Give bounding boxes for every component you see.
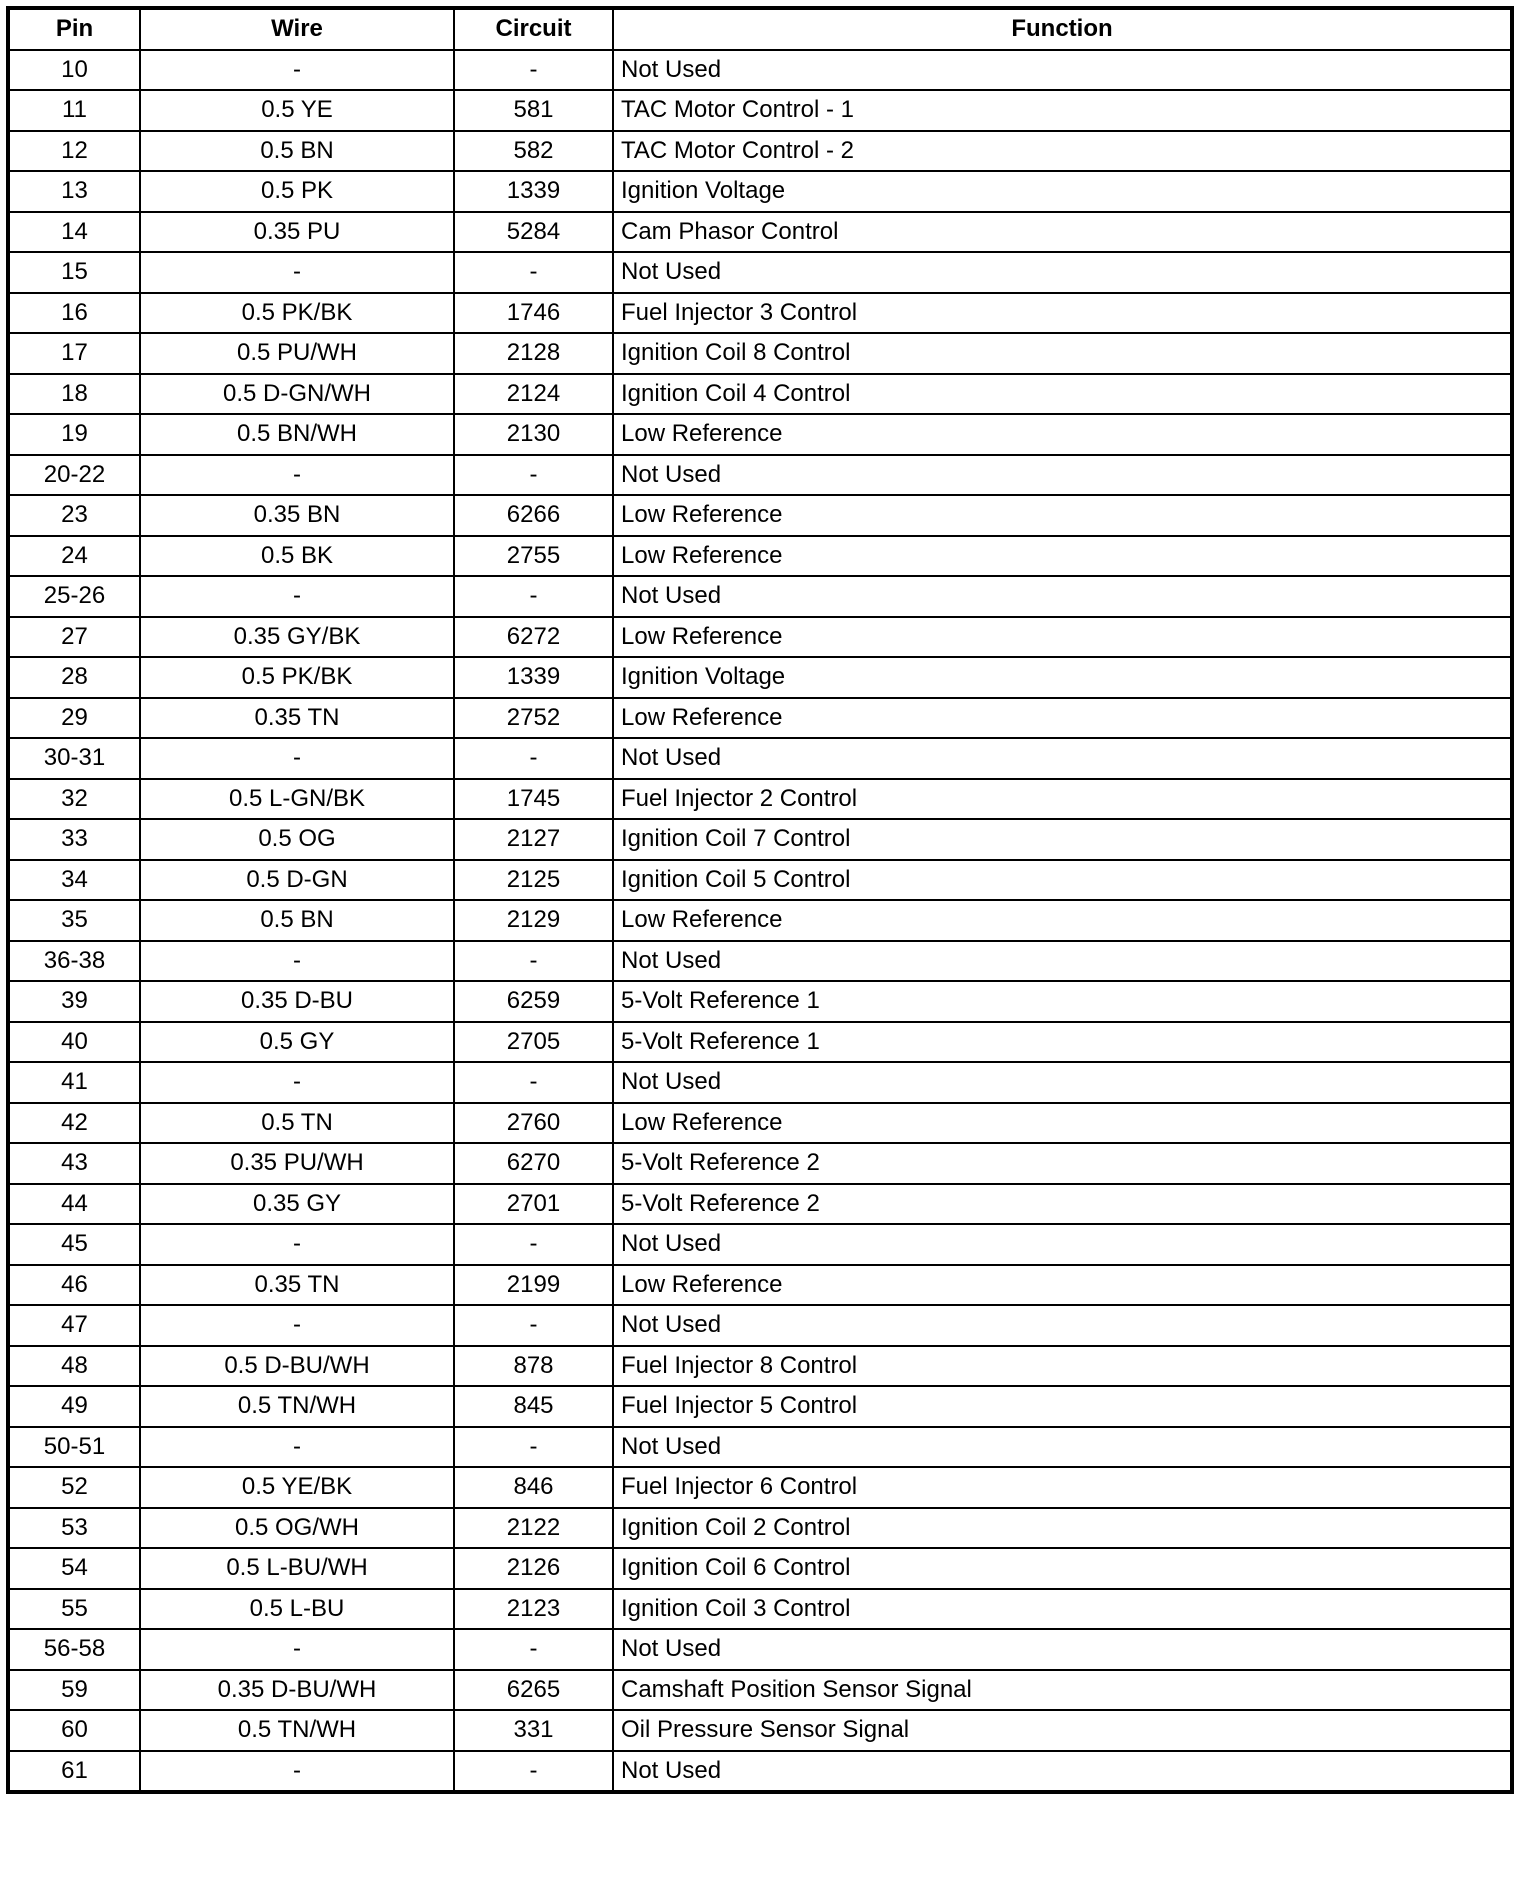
table-row	[8, 1548, 1512, 1589]
function-cell: Not Used	[613, 455, 1512, 496]
table-row	[8, 1751, 1512, 1793]
table-row	[8, 414, 1512, 455]
table-row	[8, 1670, 1512, 1711]
pin-cell: 45	[8, 1224, 140, 1265]
function-cell: Fuel Injector 8 Control	[613, 1346, 1512, 1387]
wire-cell: 0.5 TN/WH	[140, 1386, 454, 1427]
table-row	[8, 900, 1512, 941]
table-body	[8, 50, 1512, 1793]
function-cell: Ignition Coil 4 Control	[613, 374, 1512, 415]
function-cell: Ignition Coil 3 Control	[613, 1589, 1512, 1630]
function-cell: Not Used	[613, 941, 1512, 982]
table-row	[8, 1062, 1512, 1103]
table-row	[8, 50, 1512, 91]
circuit-cell: -	[454, 1062, 613, 1103]
pin-cell: 28	[8, 657, 140, 698]
wire-cell: -	[140, 1305, 454, 1346]
circuit-cell: 6270	[454, 1143, 613, 1184]
circuit-cell: 2760	[454, 1103, 613, 1144]
circuit-cell: -	[454, 455, 613, 496]
function-cell: Low Reference	[613, 900, 1512, 941]
wire-cell: -	[140, 1224, 454, 1265]
wire-cell: 0.35 D-BU	[140, 981, 454, 1022]
pin-cell: 34	[8, 860, 140, 901]
circuit-cell: 846	[454, 1467, 613, 1508]
function-cell: TAC Motor Control - 2	[613, 131, 1512, 172]
table-row	[8, 698, 1512, 739]
pin-cell: 50-51	[8, 1427, 140, 1468]
pin-cell: 19	[8, 414, 140, 455]
wire-cell: 0.5 L-GN/BK	[140, 779, 454, 820]
wire-cell: -	[140, 1751, 454, 1793]
table-header	[8, 8, 1512, 50]
function-cell: Fuel Injector 5 Control	[613, 1386, 1512, 1427]
wire-cell: 0.5 D-BU/WH	[140, 1346, 454, 1387]
wire-cell: 0.35 GY/BK	[140, 617, 454, 658]
column-header-circuit: Circuit	[454, 8, 613, 50]
function-cell: Ignition Voltage	[613, 171, 1512, 212]
function-cell: Low Reference	[613, 495, 1512, 536]
function-cell: Low Reference	[613, 414, 1512, 455]
table-row	[8, 1346, 1512, 1387]
wire-cell: 0.5 D-GN/WH	[140, 374, 454, 415]
wire-cell: 0.5 BN	[140, 131, 454, 172]
table-row	[8, 1143, 1512, 1184]
pin-cell: 59	[8, 1670, 140, 1711]
wire-cell: 0.5 GY	[140, 1022, 454, 1063]
circuit-cell: 1339	[454, 657, 613, 698]
table-row	[8, 1629, 1512, 1670]
pin-cell: 33	[8, 819, 140, 860]
pin-cell: 49	[8, 1386, 140, 1427]
table-row	[8, 819, 1512, 860]
circuit-cell: 1745	[454, 779, 613, 820]
circuit-cell: 1746	[454, 293, 613, 334]
pin-cell: 52	[8, 1467, 140, 1508]
circuit-cell: -	[454, 1224, 613, 1265]
pin-cell: 53	[8, 1508, 140, 1549]
wire-cell: 0.5 TN	[140, 1103, 454, 1144]
wire-cell: 0.5 BN/WH	[140, 414, 454, 455]
wire-cell: 0.35 BN	[140, 495, 454, 536]
pin-cell: 40	[8, 1022, 140, 1063]
circuit-cell: -	[454, 738, 613, 779]
function-cell: Oil Pressure Sensor Signal	[613, 1710, 1512, 1751]
function-cell: Low Reference	[613, 698, 1512, 739]
table-row	[8, 293, 1512, 334]
wire-cell: 0.5 TN/WH	[140, 1710, 454, 1751]
circuit-cell: -	[454, 50, 613, 91]
pin-cell: 17	[8, 333, 140, 374]
wire-cell: 0.35 PU	[140, 212, 454, 253]
table-row	[8, 1710, 1512, 1751]
circuit-cell: 2129	[454, 900, 613, 941]
circuit-cell: -	[454, 576, 613, 617]
function-cell: Not Used	[613, 1629, 1512, 1670]
pin-cell: 25-26	[8, 576, 140, 617]
pin-cell: 11	[8, 90, 140, 131]
wire-cell: 0.35 PU/WH	[140, 1143, 454, 1184]
pin-cell: 16	[8, 293, 140, 334]
pin-cell: 14	[8, 212, 140, 253]
table-row	[8, 536, 1512, 577]
pin-cell: 18	[8, 374, 140, 415]
circuit-cell: 2127	[454, 819, 613, 860]
circuit-cell: 2130	[454, 414, 613, 455]
pin-cell: 55	[8, 1589, 140, 1630]
circuit-cell: 2122	[454, 1508, 613, 1549]
table-row	[8, 779, 1512, 820]
pin-cell: 48	[8, 1346, 140, 1387]
table-row	[8, 1103, 1512, 1144]
table-row	[8, 495, 1512, 536]
pin-cell: 56-58	[8, 1629, 140, 1670]
pin-cell: 10	[8, 50, 140, 91]
column-header-function: Function	[613, 8, 1512, 50]
circuit-cell: -	[454, 1305, 613, 1346]
pin-cell: 36-38	[8, 941, 140, 982]
pin-cell: 20-22	[8, 455, 140, 496]
table-row	[8, 1467, 1512, 1508]
function-cell: Low Reference	[613, 1103, 1512, 1144]
table-row	[8, 1022, 1512, 1063]
column-header-wire: Wire	[140, 8, 454, 50]
pin-cell: 29	[8, 698, 140, 739]
wire-cell: 0.5 OG	[140, 819, 454, 860]
pin-cell: 54	[8, 1548, 140, 1589]
table-row	[8, 333, 1512, 374]
pin-cell: 32	[8, 779, 140, 820]
function-cell: Not Used	[613, 1751, 1512, 1793]
wire-cell: 0.5 OG/WH	[140, 1508, 454, 1549]
pin-cell: 61	[8, 1751, 140, 1793]
wire-cell: -	[140, 576, 454, 617]
wire-cell: 0.5 BN	[140, 900, 454, 941]
wire-cell: -	[140, 941, 454, 982]
table-row	[8, 657, 1512, 698]
pin-cell: 15	[8, 252, 140, 293]
function-cell: Not Used	[613, 1062, 1512, 1103]
function-cell: Not Used	[613, 1224, 1512, 1265]
wire-cell: -	[140, 1062, 454, 1103]
function-cell: 5-Volt Reference 1	[613, 981, 1512, 1022]
circuit-cell: -	[454, 941, 613, 982]
wire-cell: 0.5 YE	[140, 90, 454, 131]
function-cell: Ignition Coil 5 Control	[613, 860, 1512, 901]
circuit-cell: 581	[454, 90, 613, 131]
circuit-cell: 2705	[454, 1022, 613, 1063]
pin-cell: 46	[8, 1265, 140, 1306]
function-cell: Low Reference	[613, 1265, 1512, 1306]
table-row	[8, 171, 1512, 212]
circuit-cell: 1339	[454, 171, 613, 212]
wire-cell: -	[140, 1427, 454, 1468]
pin-cell: 44	[8, 1184, 140, 1225]
table-row	[8, 1224, 1512, 1265]
wire-cell: 0.35 GY	[140, 1184, 454, 1225]
circuit-cell: 2128	[454, 333, 613, 374]
circuit-cell: -	[454, 1751, 613, 1793]
circuit-cell: 6266	[454, 495, 613, 536]
circuit-cell: 2124	[454, 374, 613, 415]
wire-cell: -	[140, 455, 454, 496]
function-cell: Not Used	[613, 1305, 1512, 1346]
circuit-cell: 2126	[454, 1548, 613, 1589]
function-cell: TAC Motor Control - 1	[613, 90, 1512, 131]
circuit-cell: 6265	[454, 1670, 613, 1711]
table-row	[8, 576, 1512, 617]
function-cell: Camshaft Position Sensor Signal	[613, 1670, 1512, 1711]
wire-cell: -	[140, 252, 454, 293]
circuit-cell: 2752	[454, 698, 613, 739]
table-row	[8, 617, 1512, 658]
table-row	[8, 1589, 1512, 1630]
wire-cell: 0.5 PK/BK	[140, 293, 454, 334]
pin-cell: 35	[8, 900, 140, 941]
circuit-cell: 6272	[454, 617, 613, 658]
function-cell: Not Used	[613, 1427, 1512, 1468]
function-cell: Ignition Coil 7 Control	[613, 819, 1512, 860]
pin-cell: 43	[8, 1143, 140, 1184]
function-cell: Cam Phasor Control	[613, 212, 1512, 253]
pin-cell: 13	[8, 171, 140, 212]
circuit-cell: 2701	[454, 1184, 613, 1225]
pin-cell: 27	[8, 617, 140, 658]
circuit-cell: 582	[454, 131, 613, 172]
wire-cell: -	[140, 50, 454, 91]
wire-cell: 0.5 PU/WH	[140, 333, 454, 374]
circuit-cell: 2755	[454, 536, 613, 577]
circuit-cell: -	[454, 1629, 613, 1670]
wire-cell: -	[140, 1629, 454, 1670]
function-cell: Not Used	[613, 50, 1512, 91]
table-row	[8, 941, 1512, 982]
pin-cell: 60	[8, 1710, 140, 1751]
function-cell: Low Reference	[613, 617, 1512, 658]
circuit-cell: 2123	[454, 1589, 613, 1630]
wire-cell: 0.5 PK/BK	[140, 657, 454, 698]
table-row	[8, 131, 1512, 172]
wire-cell: 0.35 D-BU/WH	[140, 1670, 454, 1711]
column-header-pin: Pin	[8, 8, 140, 50]
pin-cell: 41	[8, 1062, 140, 1103]
circuit-cell: 5284	[454, 212, 613, 253]
wire-cell: 0.35 TN	[140, 1265, 454, 1306]
function-cell: Fuel Injector 3 Control	[613, 293, 1512, 334]
pin-cell: 12	[8, 131, 140, 172]
circuit-cell: 878	[454, 1346, 613, 1387]
pin-cell: 47	[8, 1305, 140, 1346]
wire-cell: 0.5 BK	[140, 536, 454, 577]
table-row	[8, 212, 1512, 253]
function-cell: Not Used	[613, 576, 1512, 617]
function-cell: Not Used	[613, 252, 1512, 293]
circuit-cell: 845	[454, 1386, 613, 1427]
pin-cell: 24	[8, 536, 140, 577]
table-row	[8, 1386, 1512, 1427]
pin-cell: 42	[8, 1103, 140, 1144]
table-row	[8, 90, 1512, 131]
table-row	[8, 738, 1512, 779]
table-row	[8, 252, 1512, 293]
table-row	[8, 1184, 1512, 1225]
wire-cell: 0.5 PK	[140, 171, 454, 212]
circuit-cell: 2125	[454, 860, 613, 901]
table-row	[8, 1427, 1512, 1468]
pin-cell: 39	[8, 981, 140, 1022]
function-cell: 5-Volt Reference 2	[613, 1143, 1512, 1184]
table-row	[8, 374, 1512, 415]
function-cell: 5-Volt Reference 2	[613, 1184, 1512, 1225]
circuit-cell: -	[454, 1427, 613, 1468]
pin-cell: 30-31	[8, 738, 140, 779]
wire-cell: 0.35 TN	[140, 698, 454, 739]
circuit-cell: -	[454, 252, 613, 293]
function-cell: Low Reference	[613, 536, 1512, 577]
pin-cell: 23	[8, 495, 140, 536]
function-cell: 5-Volt Reference 1	[613, 1022, 1512, 1063]
function-cell: Not Used	[613, 738, 1512, 779]
function-cell: Ignition Coil 8 Control	[613, 333, 1512, 374]
wire-cell: 0.5 L-BU	[140, 1589, 454, 1630]
table-row	[8, 860, 1512, 901]
wire-cell: -	[140, 738, 454, 779]
circuit-cell: 2199	[454, 1265, 613, 1306]
table-row	[8, 1305, 1512, 1346]
table-row	[8, 1265, 1512, 1306]
circuit-cell: 331	[454, 1710, 613, 1751]
header-row	[8, 8, 1512, 50]
circuit-cell: 6259	[454, 981, 613, 1022]
wire-cell: 0.5 D-GN	[140, 860, 454, 901]
table-row	[8, 455, 1512, 496]
table-row	[8, 1508, 1512, 1549]
function-cell: Ignition Voltage	[613, 657, 1512, 698]
table-row	[8, 981, 1512, 1022]
function-cell: Ignition Coil 2 Control	[613, 1508, 1512, 1549]
function-cell: Fuel Injector 6 Control	[613, 1467, 1512, 1508]
wire-cell: 0.5 YE/BK	[140, 1467, 454, 1508]
function-cell: Fuel Injector 2 Control	[613, 779, 1512, 820]
pin-connector-table	[6, 6, 1514, 1794]
wire-cell: 0.5 L-BU/WH	[140, 1548, 454, 1589]
function-cell: Ignition Coil 6 Control	[613, 1548, 1512, 1589]
